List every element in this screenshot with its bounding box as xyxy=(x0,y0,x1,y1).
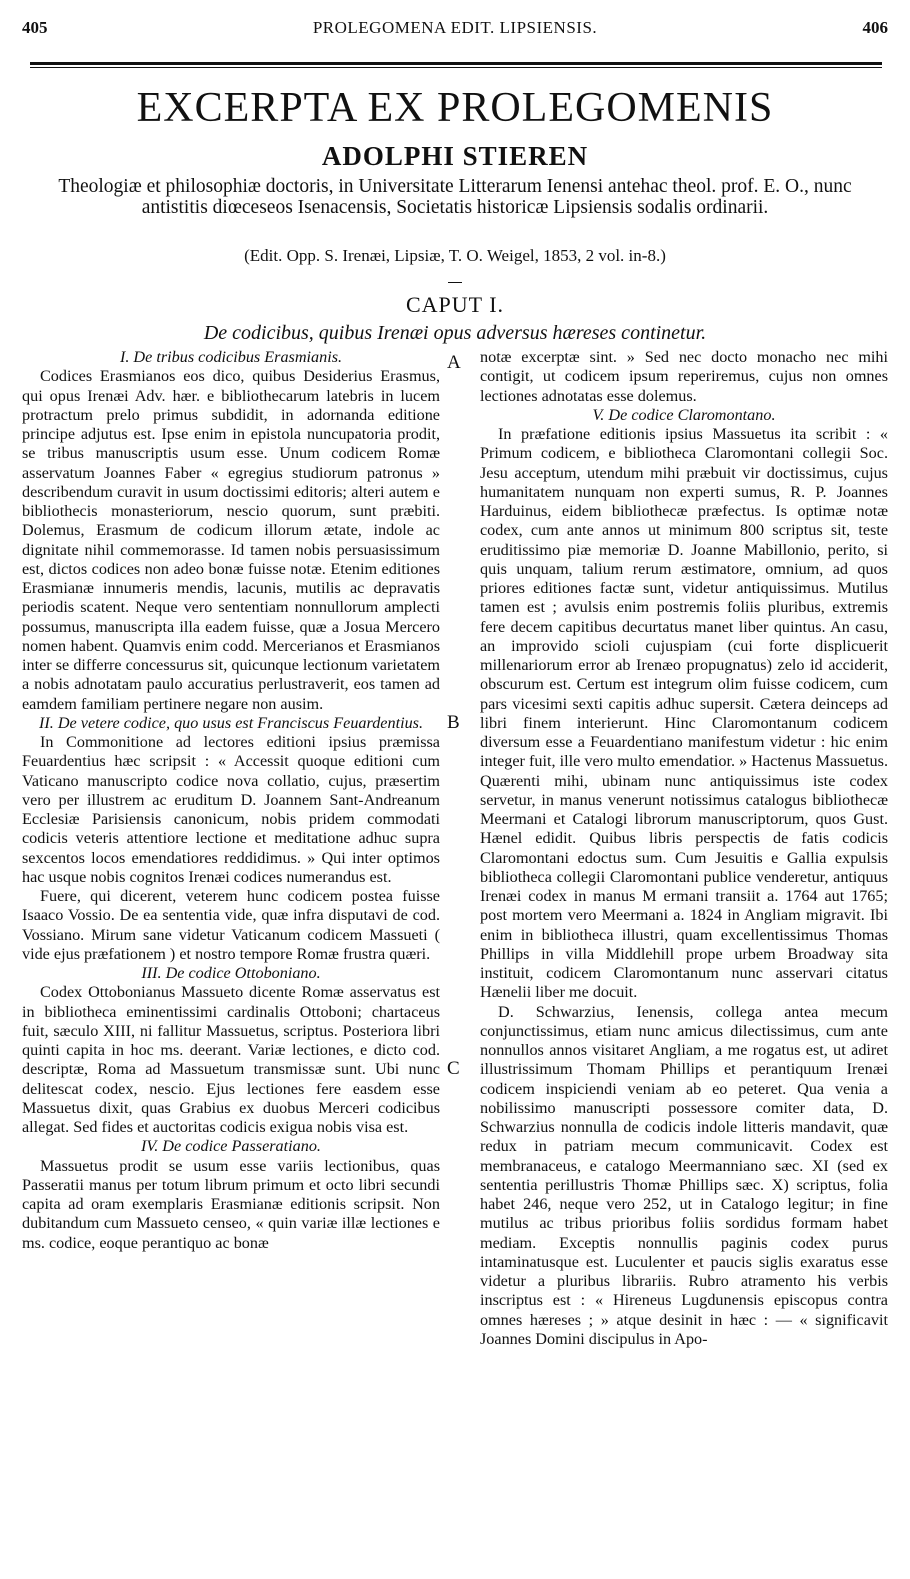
left-column xyxy=(22,348,440,1253)
edition-note: (Edit. Opp. S. Irenæi, Lipsiæ, T. O. Weigel, 1853, 2 vol. in-8.) xyxy=(244,246,666,265)
margin-marker-b: B xyxy=(447,712,460,733)
document-title: EXCERPTA EX PROLEGOMENIS xyxy=(136,85,774,131)
paragraph: Codices Erasmianos eos dico, quibus Desiderius Erasmus, qui opus Irenæi Adv. hær. e bibliothecarum latebris in lucem protractum prelo primus subdidit, in adornanda editione principe adjutus est. Ipse enim in epistola nuncupatoria prodit, se tribus manuscriptis usum esse. Unum codicem Romæ asservatum Joannes Faber « egregius studiorum patronus » describendum curavit in usum doctissimi editoris; alteri autem e bibliothecis monasteriorum, nescio quorum, sunt præbiti. Dolemus, Erasmum de codicum illorum ætate, indole ac dignitate nihil commemorasse. Id tamen nobis persuasissimum est, dictos codices non adeo bonæ fuisse notæ. Etenim editiones Erasmianæ innumeris mendis, lacunis, mutilis ac depravatis periodis scatent. Neque vero sententiam nonnullorum amplecti possumus, manuscripta illa eadem fuisse, quæ a Josua Mercero nomen habent. Quamvis enim codd. Mercerianos et Erasmianos inter se differre concessurus sit, quicunque lectionum varietatem a nobis adnotatam paulo accuratius perlustraverit, eos tamen ad eamdem familiam pertinere negare non ausim. xyxy=(22,367,440,713)
paragraph: Codex Ottobonianus Massueto dicente Romæ asservatus est in bibliotheca eminentissimi cardinalis Ottoboni; chartaceus fuit, sæculo XIII, ni fallitur Massuetus, scriptus. Posteriora libri quinti capita in hoc ms. deerant. Variæ lectiones, e dicto cod. descriptæ, Roma ad Massuetum transmissæ sunt. Ubi nunc delitescat codex, nescio. Ejus lectiones fere easdem esse Massuetus dixit, quas Grabius ex duobus Merceri codicibus allegat. Sed fides et auctoritas codicis exigua nobis visa est. xyxy=(22,983,440,1136)
paragraph: In Commonitione ad lectores editioni ipsius præmissa Feuardentius hæc scripsit : « Accessit quoque editioni cum Vaticano manuscripto codice nova collatio, cujus, præsertim vero per illustrem ac eruditum D. Joannem Sant-Andreanum Ecclesiæ Parisiensis canonicum, nobis pridem commodati codicis veteris attentiore lectione et meditatione adhuc supra sexcentos locos emendatiores reddidimus. » Qui inter optimos hac usque nobis cognitos Irenæi codices numerandus est. xyxy=(22,733,440,886)
separator-dash xyxy=(448,282,462,283)
header-rule-thin xyxy=(30,67,882,68)
section-heading-1: I. De tribus codicibus Erasmianis. xyxy=(119,348,343,366)
paragraph-continued: notæ excerptæ sint. » Sed nec docto monacho nec mihi contigit, ut codicem ipsum reperiremus, cujus non omnes lectiones adnotatas esse dolemus. xyxy=(480,348,888,405)
running-head-title: PROLEGOMENA EDIT. LIPSIENSIS. xyxy=(312,18,598,37)
header-rule-thick xyxy=(30,62,882,65)
page-number-right: 406 xyxy=(862,18,888,37)
section-heading-4: IV. De codice Passeratiano. xyxy=(141,1137,321,1156)
margin-marker-a: A xyxy=(447,352,461,373)
chapter-heading: CAPUT I. xyxy=(405,292,505,317)
section-heading-2: II. De vetere codice, quo usus est Franciscus Feuardentius. xyxy=(38,713,424,732)
paragraph: D. Schwarzius, Ienensis, collega antea mecum conjunctissimus, etiam nunc amicus dilectissimus, cum ante nonnullos annos visitaret Angliam, a me rogatus est, ut adiret illustrissimum Thomam Phillips et perantiquum Irenæi codicem inspiciendi veniam ab eo peteret. Qua venia a nobilissimo manuscripti possessore comiter data, D. Schwarzius nonnulla de codicis indole litteris mandavit, quæ redux in patriam mecum communicavit. Codex est membranaceus, e catalogo Meermanniano sæc. XI (sed ex sententia perillustris Thomæ Phillips sæc. X) scriptus, folia habet 246, neque vero 252, ut in Catalogo legitur; in fine mutilus ac tribus prioribus foliis sordidus formam habet mediam. Exceptis nonnullis paginis codex purus intaminatusque est. Luculenter et paucis siglis exaratus esse videtur a pluribus librariis. Rubro atramento his verbis inscriptus est : « Hireneus Lugdunensis episcopus contra omnes hæreses ; » atque desinit in hæc : — « significavit Joannes Domini discipulus in Apo- xyxy=(480,1002,888,1348)
chapter-subtitle: De codicibus, quibus Irenæi opus adversus hæreses continetur. xyxy=(203,322,707,344)
running-head xyxy=(22,18,888,42)
right-column xyxy=(480,348,888,1349)
paragraph: In præfatione editionis ipsius Massuetus ita scribit : « Primum codicem, e bibliotheca Claromontani collegii Soc. Jesu acceptum, utendum mihi præbuit vir doctissimus, cujus humanitatem nunquam non experti sumus, R. P. Joannes Harduinus, eidem bibliothecæ præfectus. Is optimæ notæ codex, cum ante annos ut minimum 800 scriptus sit, teste eruditissimo piæ memoriæ D. Joanne Mabillonio, perito, si quis unquam, talium rerum æstimatore, omnium, ad quos priores editiones factæ sunt, videtur antiquissimus. Mutilus tamen est ; avulsis enim postremis foliis pluribus, extremis fere decem capitibus decurtatus manet liber quintus. An casu, an improvido scioli cujuspiam (cui forte displicuerit millenariorum error ab Irenæo propugnatus) zelo id acciderit, obscurum est. Certum est integrum olim fuisse codicem, cum pars vicesimi sexti capitis adhuc supersit. Cætera deinceps ad libri finem interierunt. Hinc Claromontanum codicem diversum esse a Feuardentiano manifestum videtur : hic enim integer fuit, ille vero multo emendatior. » Hactenus Massuetus. Quærenti mihi, ubinam nunc antiquissimus iste codex servetur, in manus venerunt notissimus catalogus bibliothecæ Meermani et Catalogi librorum manuscriptorum, quos Gust. Hænel edidit. Quibus libris perspectis de fatis codicis Claromontani edoctus sum. Cum Jesuitis e Gallia expulsis bibliotheca collegii Claromontani publice venderetur, antiquus Irenæi codex in manus M ermani transiit a. 1764 aut 1765; post mortem vero Meermani a. 1824 in Angliam migravit. Ibi enim in bibliotheca illustri, quam excellentissimus Thomas Phillips in villa Middlehill prope urbem Broadway sita instituit, codicem Claromontanum nunc asservari citatus Hænelii liber me docuit. xyxy=(480,425,888,1002)
section-heading-5: V. De codice Claromontano. xyxy=(592,405,776,424)
paragraph: Fuere, qui dicerent, veterem hunc codicem postea fuisse Isaaco Vossio. De ea sententia vide, quæ infra disputavi de cod. Vossiano. Mirum sane videtur Vaticanum codicem Massueti ( vide ejus præfationem ) et nostro tempore Romæ frustra quæri. xyxy=(22,887,440,963)
paragraph: Massuetus prodit se usum esse variis lectionibus, quas Passeratii manus per totum librum primum et octo libri secundi capita ad oram exemplaris Erasmianæ editionis scripsit. Non dubitandum cum Massueto censeo, « quin variæ illæ lectiones e ms. codice, eoque perantiquo ac bonæ xyxy=(22,1156,440,1252)
margin-marker-c: C xyxy=(447,1058,460,1079)
page-number-left: 405 xyxy=(22,18,48,37)
author-name: ADOLPHI STIEREN xyxy=(321,141,589,171)
author-credentials: Theologiæ et philosophiæ doctoris, in Universitate Litterarum Ienensi antehac theol. prof. E. O., nunc antistitis diœceseos Isenacensis, Societatis historicæ Lipsiensis sodalis ordinarii. xyxy=(58,176,852,218)
section-heading-3: III. De codice Ottoboniano. xyxy=(141,964,321,982)
